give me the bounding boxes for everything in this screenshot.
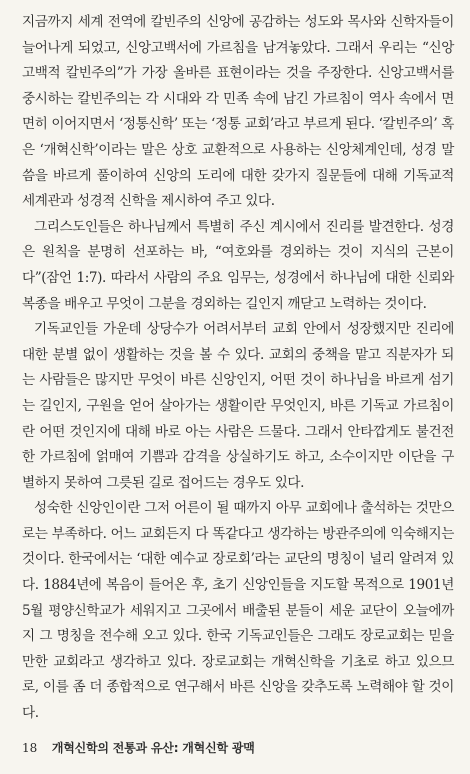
paragraph-1: 지금까지 세계 전역에 칼빈주의 신앙에 공감하는 성도와 목사와 신학자들이 늘어나게 되었고, 신앙고백서에 가르침을 남겨놓았다. 그래서 우리는 “신앙고백적 칼빈주의”가 가장 올바른 표현이라는 것을 주장한다. 신앙고백서를 중시하는 칼빈주의는 각 시대와 각 민족 속에 남긴 가르침이 역사 속에서 면면히 이어지면서 ‘정통신학’ 또는 ‘정통 교회’라고 부르게 된다. ‘칼빈주의’ 혹은 ‘개혁신학’이라는 말은 상호 교환적으로 사용하는 신앙체계인데, 성경 말씀을 바르게 풀이하여 신앙의 도리에 대한 갖가지 질문들에 대해 기독교적 세계관과 성경적 신학을 제시하여 주고 있다. [22,14,454,210]
page-number: 18 [22,741,38,755]
paragraph-3: 기독교인들 가운데 상당수가 어려서부터 교회 안에서 성장했지만 진리에 대한 분별 없이 생활하는 것을 볼 수 있다. 교회의 중책을 맡고 직분자가 되는 사람들은 많지만 무엇이 바른 신앙인지, 어떤 것이 하나님을 바르게 섬기는 길인지, 구원을 얻어 살아가는 생활이란 무엇인지, 바른 기독교 가르침이란 어떤 것인지에 대해 바로 아는 사람은 드물다. 그래서 안타깝게도 불건전한 가르침에 얽매여 기쁨과 감격을 상실하기도 하고, 소수이지만 이단을 구별하지 못하여 그릇된 길로 접어드는 경우도 있다. [22,321,454,491]
page-footer [22,740,454,756]
paragraph-2: 그리스도인들은 하나님께서 특별히 주신 계시에서 진리를 발견한다. 성경은 원칙을 분명히 선포하는 바, “여호와를 경외하는 것이 지식의 근본이다”(잠언 1:7). 따라서 사람의 주요 임무는, 성경에서 하나님에 대한 신뢰와 복종을 배우고 무엇이 그분을 경외하는 길인지 깨닫고 노력하는 것이다. [22,218,454,312]
paragraph-4: 성숙한 신앙인이란 그저 어른이 될 때까지 아무 교회에나 출석하는 것만으로는 부족하다. 어느 교회든지 다 똑같다고 생각하는 방관주의에 익숙해지는 것이다. 한국에서는 ‘대한 예수교 장로회’라는 교단의 명칭이 널리 알려져 있다. 1884년에 복음이 들어온 후, 초기 신앙인들을 지도할 목적으로 1901년 5월 평양신학교가 세워지고 그곳에서 배출된 분들이 세운 교단이 오늘에까지 그 명칭을 전수해 오고 있다. 한국 기독교인들은 그래도 장로교회는 믿을 만한 교회라고 생각하고 있다. 장로교회는 개혁신학을 기초로 하고 있으므로, 이를 좀 더 종합적으로 연구해서 바른 신앙을 갖추도록 노력해야 할 것이다. [22,500,454,722]
body-text [22,10,454,727]
running-title: 개혁신학의 전통과 유산: 개혁신학 광맥 [51,741,255,755]
